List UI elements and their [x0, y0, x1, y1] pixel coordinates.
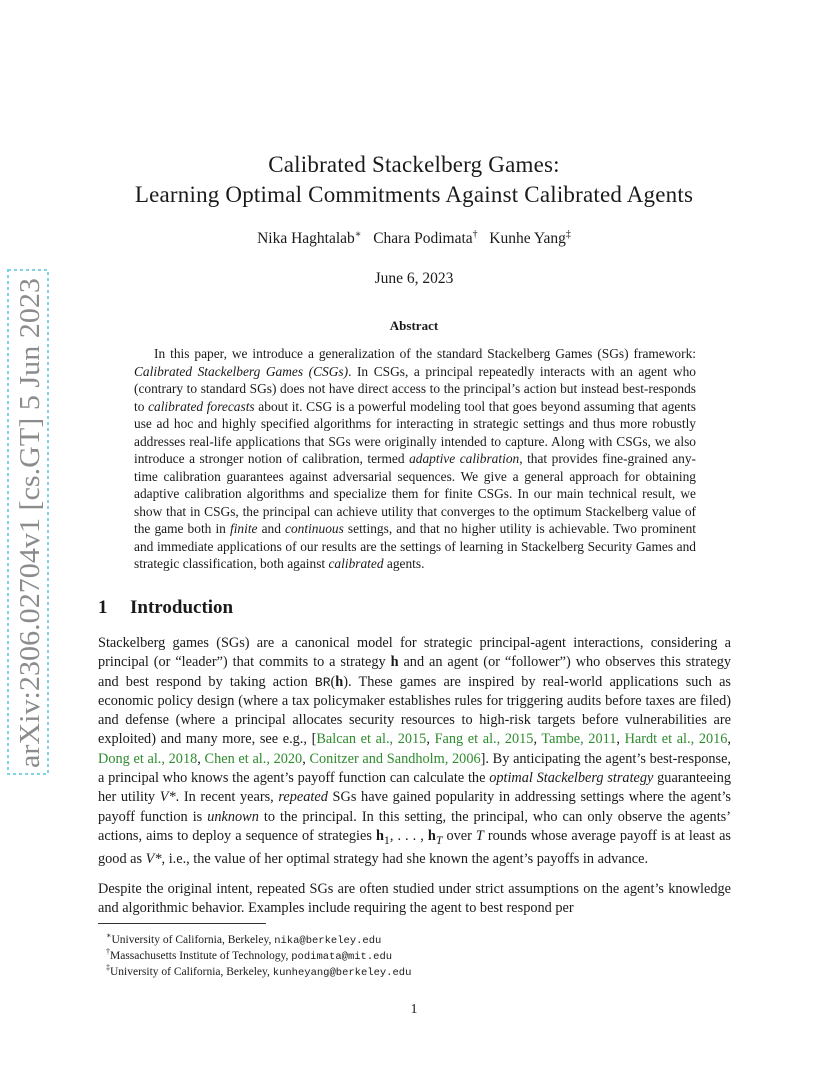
footnote — [106, 960, 411, 981]
citation-link[interactable]: Fang et al., 2015 — [434, 731, 534, 748]
abstract-heading: Abstract — [389, 318, 439, 333]
math-subscript: 1 — [383, 832, 390, 847]
body-text: ]. By anticipating the agent’s best-response, a principal who knows the agent’s payoff function can calculate the — [98, 750, 732, 787]
section-title: Introduction — [130, 597, 234, 618]
abstract-text: . In CSGs, a principal repeatedly interacts with an agent who (contrary to standard SGs) does not have direct access to the principal’s action but instead best-responds to — [134, 363, 696, 414]
math-subscript: T — [435, 832, 443, 847]
author-footnote-mark: † — [472, 229, 478, 240]
body-text: and an agent (or “follower”) who observes this strategy and best respond by taking action — [98, 654, 731, 690]
abstract-emphasis: calibrated — [328, 556, 384, 571]
abstract-emphasis: Calibrated Stackelberg Games (CSGs) — [134, 363, 349, 379]
author-name: Chara Podimata — [373, 230, 473, 248]
page-number: 1 — [410, 1002, 418, 1017]
footnote-mark: ‡ — [106, 963, 110, 972]
citation-link[interactable]: Tambe, 2011 — [541, 731, 617, 748]
abstract-emphasis: calibrated forecasts — [148, 398, 255, 414]
citation-link[interactable]: Chen et al., 2020 — [204, 750, 303, 767]
abstract-emphasis: adaptive calibration — [409, 451, 520, 466]
citation-link[interactable]: Conitzer and Sandholm, 2006 — [309, 750, 481, 767]
footnote-text: University of California, Berkeley, — [111, 933, 275, 946]
footnote-mark: ∗ — [106, 931, 112, 940]
section-number: 1 — [98, 597, 108, 618]
body-emphasis: unknown — [207, 808, 259, 825]
math-symbol: h — [335, 673, 344, 690]
author-footnote-mark: ‡ — [565, 229, 571, 240]
math-operator: BR — [314, 674, 331, 690]
paper-title-line2: Learning Optimal Commitments Against Calibrated Agents — [134, 182, 694, 207]
abstract-emphasis: finite — [229, 521, 258, 536]
intro-paragraph: Despite the original intent, repeated SGs are often studied under strict assumptions on the agent’s knowledge and algorithmic behavior. Examples include requiring the agent to best respond per — [98, 881, 731, 917]
body-emphasis: repeated — [278, 789, 328, 806]
separator: , — [302, 750, 310, 767]
math-symbol: T — [475, 827, 484, 844]
separator: , — [727, 731, 731, 748]
abstract-text: In this paper, we introduce a generalization of the standard Stackelberg Games (SGs) framework: — [154, 346, 696, 361]
arxiv-stamp-text: arXiv:2306.02704v1 [cs.GT] 5 Jun 2023 — [14, 295, 46, 768]
body-text: Stackelberg games (SGs) are a canonical model for strategic principal-agent interactions, considering a principal (or “leader”) that commits to a strategy — [98, 635, 731, 671]
section-heading — [98, 597, 233, 619]
footnote-email[interactable]: nika@berkeley.edu — [274, 934, 382, 947]
footnote-text: University of California, Berkeley, — [110, 965, 273, 978]
author-footnote-mark: ∗ — [354, 229, 362, 240]
abstract-emphasis: continuous — [285, 521, 344, 536]
body-text: to the principal. In this setting, the principal, who can only observe the agents’ actions, aims to deploy a sequence of strategies — [98, 808, 731, 844]
body-text: ( — [330, 673, 336, 690]
separator: , — [426, 731, 435, 748]
body-text: SGs have gained popularity in addressing settings where the agent’s payoff function is — [98, 789, 731, 825]
footnote-divider — [98, 923, 266, 924]
body-text: ). These games are inspired by real-world applications such as economic policy design (where a tax policymaker establishes rules for triggering audits before taxes are filed) and defense (where a principal allocates security resources to high-risk targets before vulnerabilities are exploited) and many more, see e.g., [ — [98, 673, 731, 748]
abstract-text: , that provides fine-grained any-time calibration guarantees against adversarial sequences. We give a general approach for obtaining adaptive calibration algorithms and specialize them for finite CSGs. In our main technical result, we show that in CSGs, the principal can achieve utility that converges to the optimum Stackelberg value of the game both in — [134, 451, 696, 536]
footnote-email[interactable]: kunheyang@berkeley.edu — [272, 966, 412, 979]
footnote-email[interactable]: podimata@mit.edu — [291, 950, 393, 963]
paper-title-line1: Calibrated Stackelberg Games: — [268, 152, 560, 177]
body-text: over — [442, 827, 476, 844]
math-symbol: V* — [145, 851, 162, 868]
body-text: . In recent years, — [175, 789, 279, 806]
paper-date: June 6, 2023 — [374, 270, 454, 287]
body-text: rounds whose average payoff is at least as good as — [98, 827, 731, 868]
body-emphasis: optimal Stackelberg strategy — [489, 770, 654, 787]
footnote-text: Massachusetts Institute of Technology, — [110, 949, 292, 962]
abstract-text: and — [257, 521, 286, 536]
math-symbol: h — [375, 827, 384, 844]
footnote-mark: † — [106, 947, 110, 956]
abstract-text: about it. CSG is a powerful modeling tool that goes beyond assuming that agents use ad hoc and highly specified algorithms for interacting in strategic settings and thus more robustly addresses real-life applications that SGs were originally intended to capture. Along with CSGs, we also introduce a stronger notion of calibration, termed — [134, 398, 696, 466]
author-list — [0, 229, 828, 248]
math-ellipsis: , . . . , — [389, 827, 428, 844]
math-symbol: V* — [159, 789, 176, 806]
body-text: , i.e., the value of her optimal strategy had she known the agent’s payoffs in advance. — [161, 851, 649, 868]
separator: , — [197, 750, 205, 767]
abstract-text: settings, and that no higher utility is achievable. Two prominent and immediate applications of our results are the settings of learning in Stackelberg Security Games and strategic classification, both against — [134, 521, 696, 571]
citation-link[interactable]: Balcan et al., 2015 — [316, 731, 427, 748]
intro-paragraph — [98, 634, 731, 869]
abstract-body — [134, 345, 696, 573]
arxiv-stamp — [6, 268, 50, 776]
author-name: Nika Haghtalab — [257, 230, 355, 248]
citation-link[interactable]: Hardt et al., 2016 — [624, 731, 728, 748]
math-symbol: h — [390, 654, 399, 671]
citation-link[interactable]: Dong et al., 2018 — [98, 750, 198, 767]
author-name: Kunhe Yang — [489, 230, 566, 248]
separator: , — [533, 731, 542, 748]
separator: , — [616, 731, 625, 748]
body-text: guaranteeing her utility — [98, 770, 731, 806]
abstract-text: agents. — [383, 556, 425, 571]
math-symbol: h — [427, 827, 436, 844]
